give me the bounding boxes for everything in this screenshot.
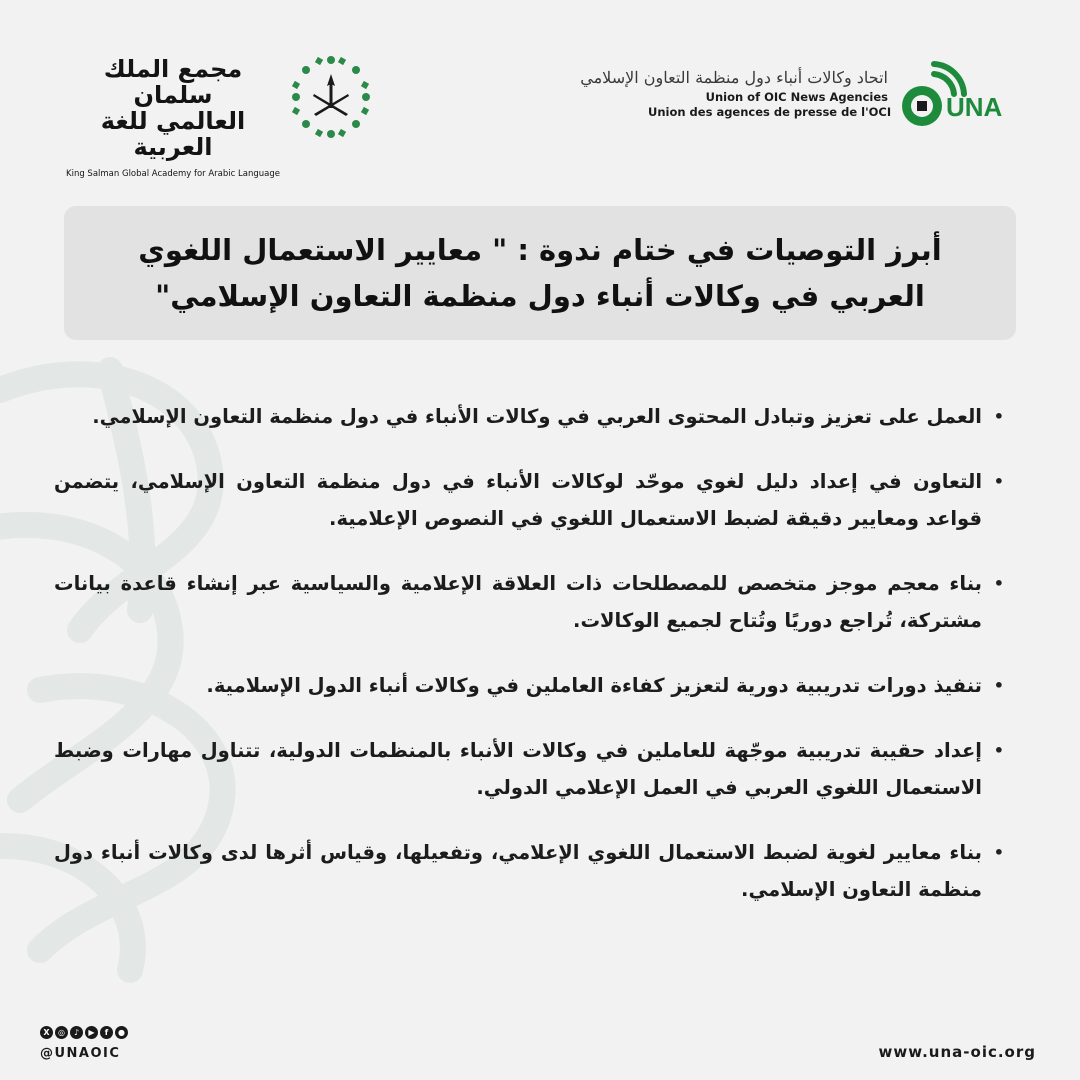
saudi-emblem-icon [286,52,376,142]
website-link[interactable]: www.una-oic.org [878,1043,1036,1061]
list-item [54,565,1004,639]
recommendations-list [54,398,1004,936]
list-item-text: العمل على تعزيز وتبادل المحتوى العربي في وكالات الأنباء في دول منظمة التعاون الإسلامي. [92,405,982,428]
list-item-text: تنفيذ دورات تدريبية دورية لتعزيز كفاءة العاملين في وكالات أنباء الدول الإسلامية. [206,674,982,697]
list-item [54,732,1004,806]
list-item [54,463,1004,537]
list-item-text: التعاون في إعداد دليل لغوي موحّد لوكالات الأنباء في دول منظمة التعاون الإسلامي، يتضمن قواعد ومعايير دقيقة لضبط الاستعمال اللغوي في النصوص الإعلامية. [54,470,982,530]
bullet-icon: • [993,676,1004,695]
ksa-name-arabic-line1: مجمع الملك سلمان [103,55,243,109]
una-name-arabic: اتحاد وكالات أنباء دول منظمة التعاون الإسلامي [580,68,888,87]
bullet-icon: • [993,843,1004,862]
snapchat-icon[interactable]: ● [115,1026,128,1039]
una-logo-text [580,66,892,120]
ksa-name-english: King Salman Global Academy for Arabic Language [66,169,280,179]
bullet-icon: • [993,472,1004,491]
social-icons [40,1026,128,1040]
youtube-icon[interactable]: ▶ [85,1026,98,1039]
king-salman-academy-logo [64,52,384,179]
x-icon[interactable]: X [40,1026,53,1039]
title-box [64,206,1016,340]
bullet-icon: • [993,741,1004,760]
una-name-french: Union des agences de presse de l'OCI [648,105,892,119]
page-title: أبرز التوصيات في ختام ندوة : " معايير الاستعمال اللغوي العربي في وكالات أنباء دول منظمة التعاون الإسلامي" [138,233,942,313]
list-item [54,398,1004,435]
list-item [54,667,1004,704]
una-logo [580,58,1018,138]
una-name-english: Union of OIC News Agencies [705,90,888,104]
social-handle[interactable]: @UNAOIC [40,1046,121,1061]
list-item-text: بناء معجم موجز متخصص للمصطلحات ذات العلاقة الإعلامية والسياسية عبر إنشاء قاعدة بيانات مشتركة، تُراجع دوريًا وتُتاح لجميع الوكالات. [54,572,982,632]
bullet-icon: • [993,407,1004,426]
una-broadcast-icon [896,58,1016,138]
facebook-icon[interactable]: f [100,1026,113,1039]
list-item-text: إعداد حقيبة تدريبية موجّهة للعاملين في وكالات الأنباء بالمنظمات الدولية، تتناول مهارات وضبط الاستعمال اللغوي العربي في العمل الإعلامي الدولي. [54,739,982,799]
una-mark-text: UNA [946,92,1003,122]
tiktok-icon[interactable]: ♪ [70,1026,83,1039]
instagram-icon[interactable]: ◎ [55,1026,68,1039]
bullet-icon: • [993,574,1004,593]
list-item [54,834,1004,908]
ksa-logo-text [64,56,282,180]
ksa-name-arabic-line2: العالمي للغة العربية [100,107,246,161]
list-item-text: بناء معايير لغوية لضبط الاستعمال اللغوي الإعلامي، وتفعيلها، وقياس أثرها لدى وكالات أنباء دول منظمة التعاون الإسلامي. [54,841,982,901]
